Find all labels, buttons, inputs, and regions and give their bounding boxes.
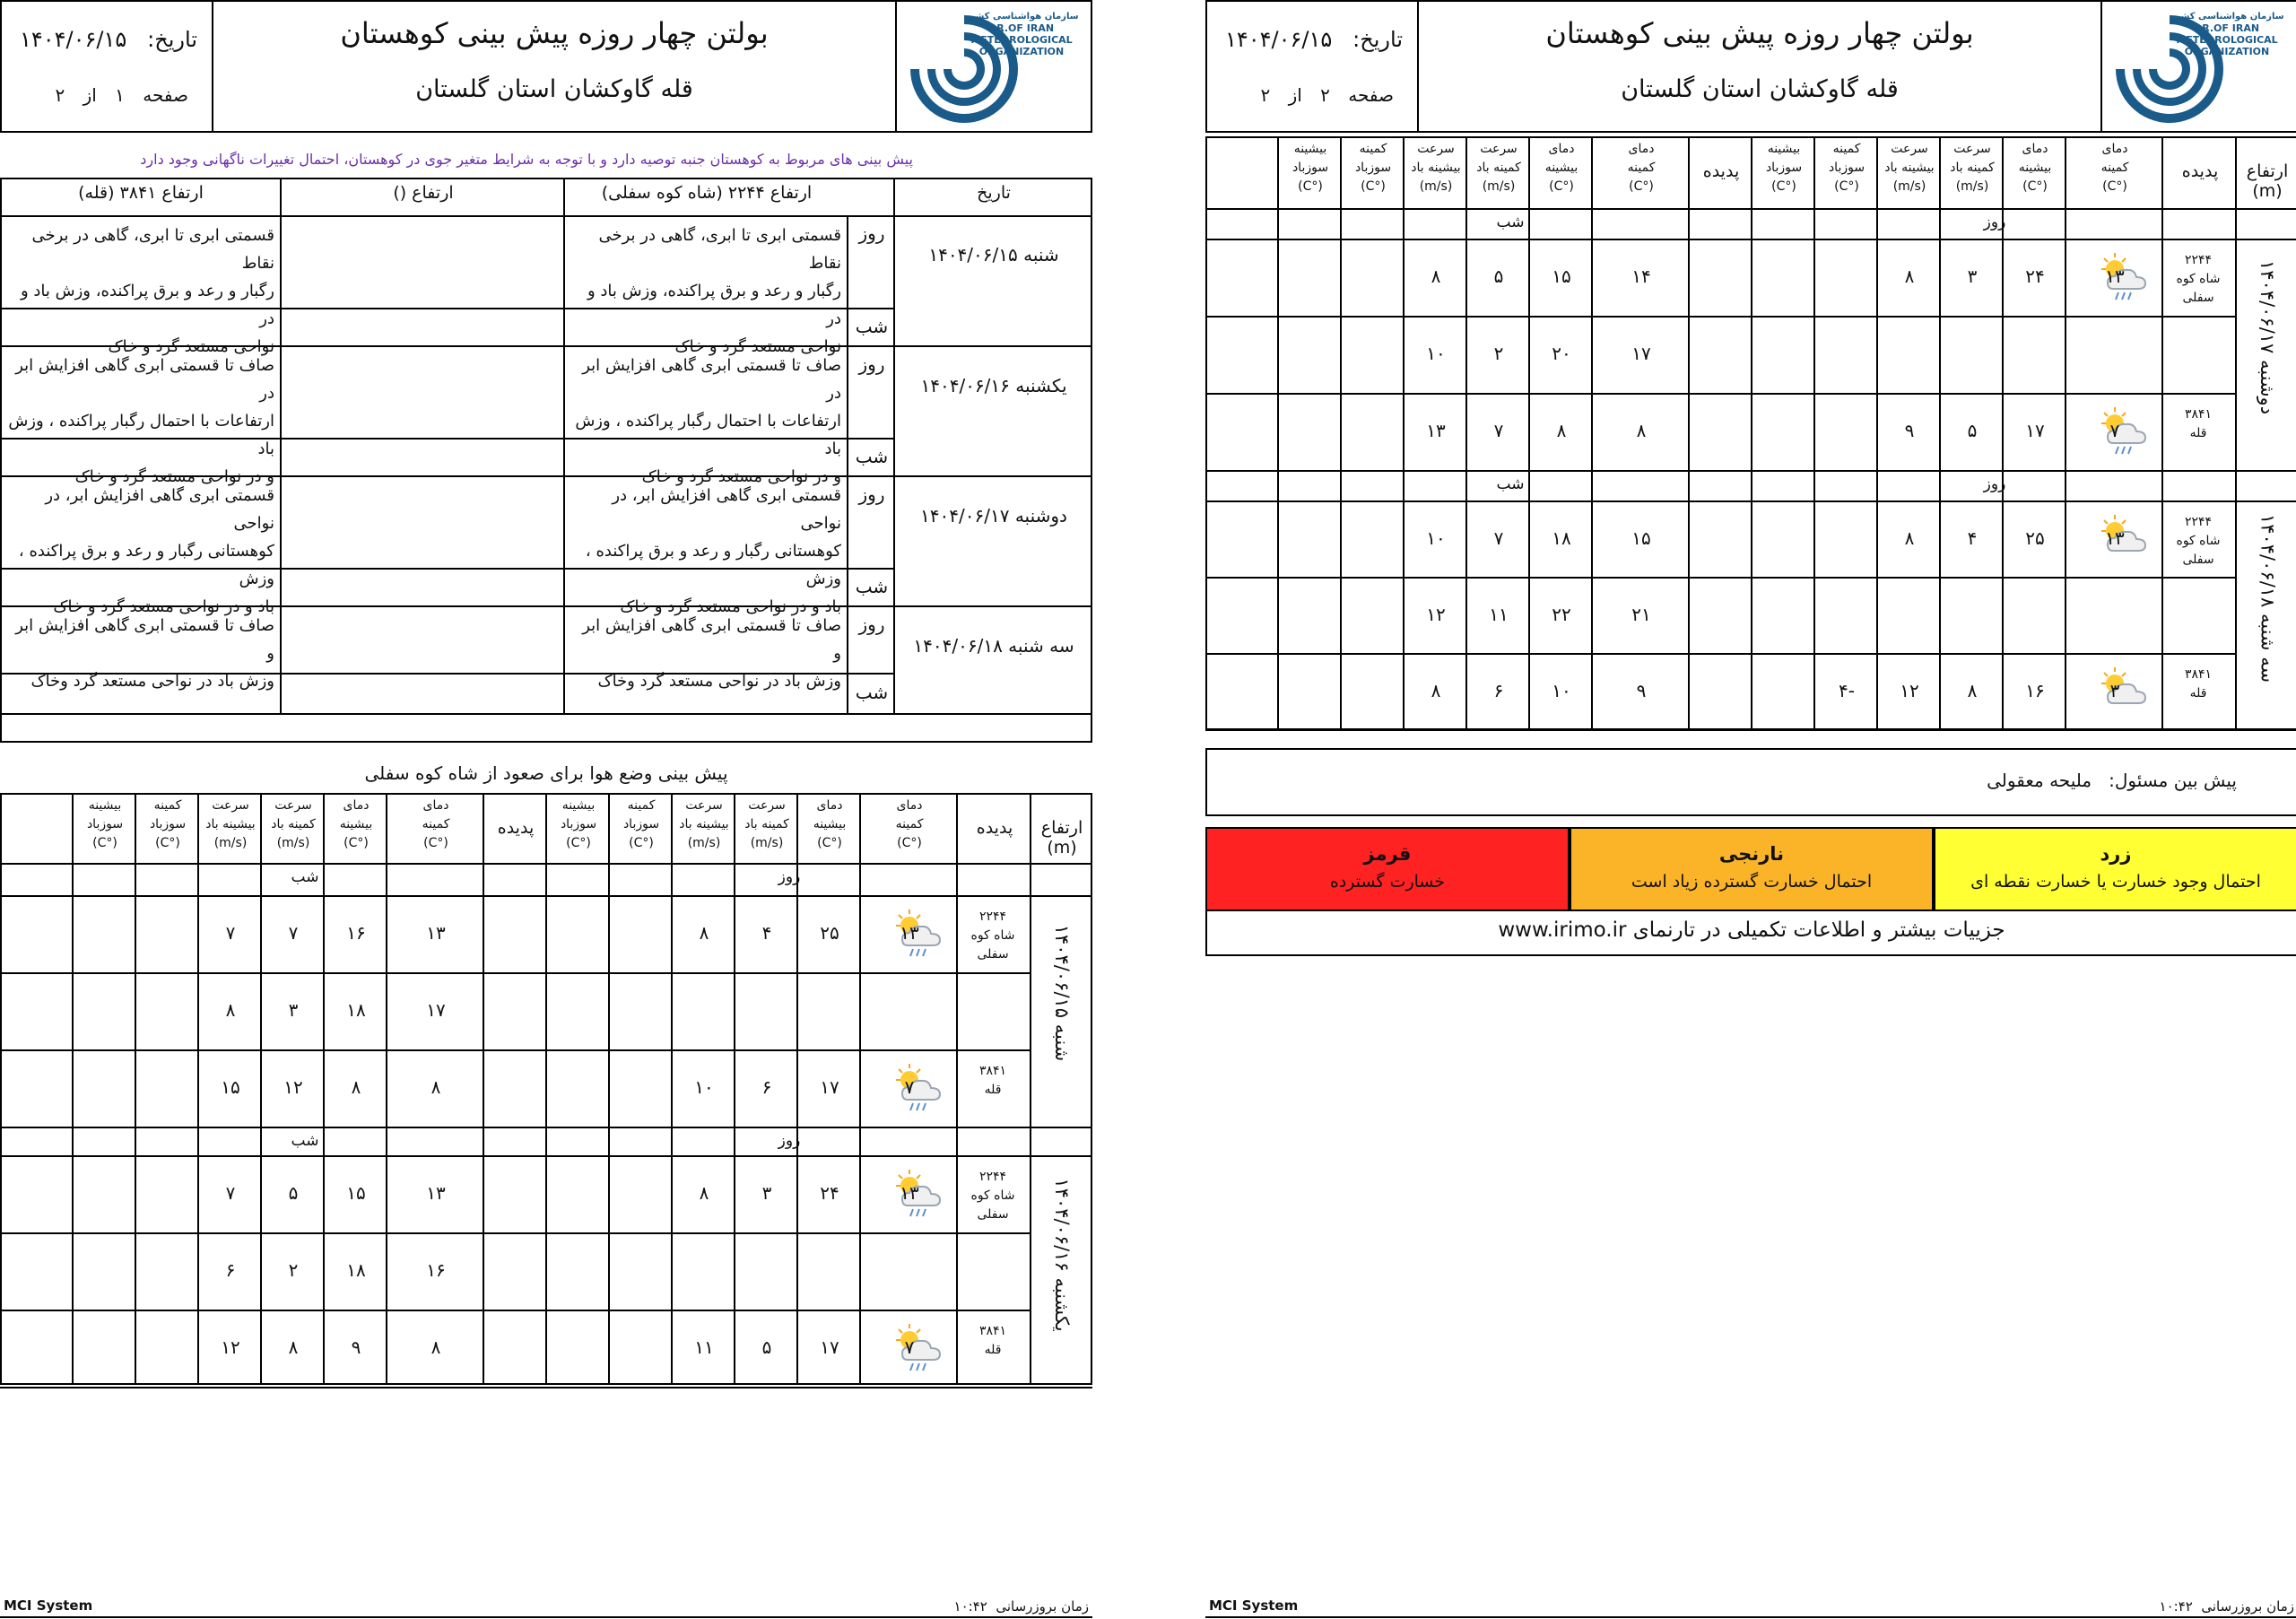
high-day-value: ۱۷ [2025, 420, 2045, 441]
mid-night-value: ۶ [225, 1259, 236, 1281]
mid-night-value: ۲۰ [1552, 343, 1571, 364]
warning-red: قرمز خسارت گسترده [1205, 827, 1570, 911]
of-word: از [1288, 84, 1302, 106]
detail-col-phen-night: پدیده [497, 818, 535, 838]
low-night-value: ۱۰ [1426, 527, 1446, 549]
page-header [0, 0, 1092, 133]
low-day-value: ۱۳ [900, 1182, 919, 1204]
high-day-value: ۵ [761, 1336, 772, 1358]
more-info-link[interactable]: جزییات بیشتر و اطلاعات تکمیلی در تارنمای www.irimo.ir [1498, 918, 2005, 942]
detail-col-tmin-night: دمای کمینه (°C) [422, 798, 450, 850]
detail-col-wmin: سرعت کمینه باد (m/s) [744, 798, 789, 850]
detail-col-fmax: بیشینه سوزباد (°C) [1765, 142, 1803, 194]
advisory-note: پیش بینی های مربوط به کوهستان جنبه توصیه دارد و با توجه به شرایط متغیر جوی در کوهستان، احتمال تغییرات ناگهانی وجود دارد [140, 151, 913, 168]
footer-system: MCI System [4, 1597, 93, 1614]
low-night-value: ۷ [1493, 527, 1504, 549]
mid-night-value: ۱۸ [346, 1259, 366, 1281]
logo-cell [2100, 2, 2296, 131]
page-title: بولتن چهار روزه پیش بینی کوهستان [340, 16, 769, 50]
night-band-label: شب [1496, 213, 1525, 231]
low-day-value: ۸ [1904, 265, 1915, 287]
footer-system: MCI System [1209, 1597, 1299, 1614]
summary-day-label: روز [858, 353, 885, 375]
high-day-value: ۵ [1967, 420, 1978, 441]
low-night-value: ۷ [225, 1182, 236, 1204]
low-day-value: ۲۴ [2025, 265, 2045, 287]
high-night-value: ۸ [430, 1076, 441, 1098]
low-day-value: ۲۵ [820, 922, 839, 944]
high-day-value: ۱۲ [1900, 679, 1919, 701]
detail-col-wmax-night: سرعت بیشینه باد (m/s) [205, 798, 256, 850]
detail-col-tmin: دمای کمینه (°C) [895, 798, 924, 850]
low-day-value: ۲۵ [2025, 527, 2045, 549]
high-day-value: ۱۶ [2025, 679, 2045, 701]
detail-col-fmin-night: کمینه سوزباد (°C) [1354, 142, 1392, 194]
high-night-value: ۸ [288, 1336, 299, 1358]
warning-yellow: زرد احتمال وجود خسارت یا خسارت نقطه ای [1934, 827, 2296, 911]
altitude-low: ۲۲۴۴ شاه کوه سفلی [2176, 253, 2221, 305]
page-header [1205, 0, 2296, 133]
mid-night-value: ۱۸ [346, 999, 366, 1021]
detail-col-phen-night: پدیده [1702, 161, 1740, 181]
page-subtitle: قله گاوکشان استان گلستان [415, 75, 693, 103]
detail-col-alt: ارتفاع (m) [1040, 818, 1083, 857]
detail-table-title: پیش بینی وضع هوا برای صعود از شاه کوه سفلی [364, 762, 728, 784]
total-pages: ۲ [1260, 84, 1271, 106]
low-night-value: ۱۵ [1552, 265, 1571, 287]
high-night-value: ۱۵ [221, 1076, 240, 1098]
summary-col-alt-low: ارتفاع ۲۲۴۴ (شاه کوه سفلی) [601, 183, 813, 203]
org-name-fa: سازمان هواشناسی کشور [2170, 12, 2284, 22]
page-subtitle: قله گاوکشان استان گلستان [1621, 75, 1899, 103]
summary-day-label: روز [858, 483, 885, 505]
footer-update-time: زمان بروزرسانی ۱۰:۴۲ [2159, 1598, 2294, 1615]
date-value: ۱۴۰۴/۰۶/۱۵ [19, 27, 127, 52]
high-night-value: ۹ [1636, 679, 1647, 701]
detail-col-tmax-night: دمای بیشینه (°C) [1544, 142, 1578, 194]
org-name-en-3: ORGANIZATION [978, 46, 1065, 57]
high-night-value: ۸ [351, 1076, 361, 1098]
high-night-value: ۸ [1556, 420, 1567, 441]
high-day-value: ۷ [904, 1076, 915, 1098]
forecaster-name: ملیحه معقولی [1987, 770, 2092, 791]
summary-date: یکشنبه ۱۴۰۴/۰۶/۱۶ [920, 375, 1067, 396]
altitude-high: ۳۸۴۱ قله [2184, 407, 2213, 440]
high-night-value: ۷ [1493, 420, 1504, 441]
summary-desc-low: صاف تا قسمتی ابری گاهی افزایش ابر و وزش باد در نواحی مستعد گرد وخاک [582, 616, 841, 691]
mid-night-value: ۱۶ [426, 1259, 446, 1281]
mid-night-value: ۸ [225, 999, 236, 1021]
detail-col-wmax: سرعت بیشینه باد (m/s) [1884, 142, 1935, 194]
page-word: صفحه [143, 84, 188, 106]
detail-col-phen: پدیده [2181, 161, 2219, 181]
high-day-value: ۷ [2109, 420, 2120, 441]
night-band-label: شب [291, 1132, 319, 1150]
altitude-high: ۳۸۴۱ قله [978, 1324, 1007, 1357]
altitude-low: ۲۲۴۴ شاه کوه سفلی [2176, 515, 2221, 567]
day-band-label: روز [778, 1132, 801, 1150]
date-box [2, 2, 213, 131]
summary-col-date: تاریخ [977, 183, 1011, 203]
high-day-value: ۷ [904, 1336, 915, 1358]
detail-col-fmax-night: بیشینه سوزباد (°C) [86, 798, 124, 850]
summary-night-label: شب [855, 316, 889, 337]
org-name-en-3: ORGANIZATION [2184, 46, 2270, 57]
low-day-value: ۸ [699, 922, 709, 944]
detail-col-wmin: سرعت کمینه باد (m/s) [1950, 142, 1995, 194]
detail-col-tmin-night: دمای کمینه (°C) [1627, 142, 1656, 194]
altitude-high: ۳۸۴۱ قله [2184, 667, 2213, 701]
summary-night-label: شب [855, 446, 889, 467]
mid-night-value: ۱۱ [1489, 603, 1509, 625]
detail-col-fmax: بیشینه سوزباد (°C) [560, 798, 597, 850]
org-name-en-2: METEOROLOGICAL [970, 34, 1073, 46]
mid-night-value: ۲ [288, 1259, 299, 1281]
day-band-label: روز [778, 868, 801, 886]
page-number: ۲ [1320, 84, 1330, 106]
bulletin-page-2 [1205, 0, 2296, 1619]
low-night-value: ۷ [225, 922, 236, 944]
detail-col-tmin: دمای کمینه (°C) [2100, 142, 2129, 194]
high-day-value: ۱۷ [820, 1076, 839, 1098]
summary-desc-high: قسمتی ابری گاهی افزایش ابر، در نواحی کوهستانی رگبار و رعد و برق پراکنده ، وزش باد و در نواحی مستعد گرد و خاک [18, 486, 274, 616]
date-line [20, 27, 197, 52]
low-day-value: ۴ [1967, 527, 1978, 549]
high-day-value: ۱۰ [694, 1076, 714, 1098]
bulletin-page-1 [0, 0, 1092, 1619]
detail-date-label: یکشنبه ۱۴۰۴/۰۶/۱۶ [1051, 1178, 1073, 1332]
page-word: صفحه [1348, 84, 1394, 106]
org-name [963, 11, 1080, 57]
low-day-value: ۱۳ [2105, 527, 2125, 549]
org-name [2169, 11, 2285, 57]
detail-col-wmin-night: سرعت کمینه باد (m/s) [1476, 142, 1521, 194]
mid-night-value: ۲۲ [1552, 603, 1571, 625]
low-day-value: ۴ [761, 922, 772, 944]
page-number-line [55, 84, 188, 106]
detail-col-phen: پدیده [976, 818, 1013, 838]
mid-night-value: ۲۱ [1631, 603, 1651, 625]
high-night-value: ۱۲ [283, 1076, 303, 1098]
low-night-value: ۱۳ [426, 922, 446, 944]
detail-col-tmax-night: دمای بیشینه (°C) [339, 798, 373, 850]
org-name-en-1: I.R.OF IRAN [2194, 22, 2260, 34]
page-number: ۱ [115, 84, 125, 106]
altitude-high: ۳۸۴۱ قله [978, 1064, 1007, 1097]
org-name-en-2: METEOROLOGICAL [2176, 34, 2278, 46]
high-night-value: ۸ [1636, 420, 1647, 441]
high-day-value: ۱۷ [820, 1336, 839, 1358]
of-word: از [83, 84, 97, 106]
detail-col-wmax-night: سرعت بیشینه باد (m/s) [1411, 142, 1461, 194]
page-number-line [1260, 84, 1394, 106]
low-day-value: ۲۴ [820, 1182, 839, 1204]
low-day-value: ۱۳ [900, 922, 919, 944]
date-line [1225, 27, 1403, 52]
low-night-value: ۱۴ [1631, 265, 1651, 287]
low-night-value: ۵ [288, 1182, 299, 1204]
low-night-value: ۱۳ [426, 1182, 446, 1204]
low-night-value: ۱۵ [346, 1182, 366, 1204]
low-night-value: ۷ [288, 922, 299, 944]
summary-desc-high: قسمتی ابری تا ابری، گاهی در برخی نقاط رگبار و رعد و برق پراکنده، وزش باد و در نواحی مستعد گرد و خاک [20, 226, 274, 356]
detail-date-label: سه شنبه ۱۴۰۴/۰۶/۱۸ [2257, 513, 2278, 683]
detail-date-label: شنبه ۱۴۰۴/۰۶/۱۵ [1051, 924, 1073, 1062]
logo-cell [895, 2, 1091, 131]
low-night-value: ۱۸ [1552, 527, 1571, 549]
low-day-value: ۸ [1904, 527, 1915, 549]
high-day-value: -۴ [1839, 679, 1855, 701]
low-night-value: ۱۶ [346, 922, 366, 944]
footer-update-time: زمان بروزرسانی ۱۰:۴۲ [953, 1598, 1089, 1615]
detail-col-fmin: کمینه سوزباد (°C) [1828, 142, 1866, 194]
mid-night-value: ۲ [1493, 343, 1504, 364]
mid-night-value: ۳ [288, 999, 299, 1021]
altitude-low: ۲۲۴۴ شاه کوه سفلی [970, 910, 1015, 962]
detail-col-wmax: سرعت بیشینه باد (m/s) [679, 798, 729, 850]
low-day-value: ۱۳ [2105, 265, 2125, 287]
forecaster-label: پیش بین مسئول: [2109, 770, 2237, 791]
night-band-label: شب [1496, 475, 1525, 493]
high-night-value: ۹ [351, 1336, 361, 1358]
high-night-value: ۱۰ [1552, 679, 1571, 701]
high-day-value: ۱۱ [694, 1336, 714, 1358]
summary-col-alt-high: ارتفاع ۳۸۴۱ (قله) [78, 183, 204, 203]
summary-desc-low: صاف تا قسمتی ابری گاهی افزایش ابر در ارتفاعات با احتمال رگبار پراکنده ، وزش باد و در نواحی مستعد گرد و خاک [575, 356, 841, 486]
day-band-label: روز [1983, 213, 2006, 231]
summary-desc-low: قسمتی ابری گاهی افزایش ابر، در نواحی کوهستانی رگبار و رعد و برق پراکنده ، وزش باد و در نواحی مستعد گرد و خاک [585, 486, 841, 616]
summary-date: سه شنبه ۱۴۰۴/۰۶/۱۸ [913, 635, 1074, 657]
summary-night-label: شب [855, 682, 889, 703]
summary-desc-low: قسمتی ابری تا ابری، گاهی در برخی نقاط رگبار و رعد و برق پراکنده، وزش باد و در نواحی مستعد گرد و خاک [587, 226, 841, 356]
low-day-value: ۸ [699, 1182, 709, 1204]
detail-col-alt: ارتفاع (m) [2246, 161, 2289, 201]
altitude-low: ۲۲۴۴ شاه کوه سفلی [970, 1170, 1015, 1222]
detail-col-tmax: دمای بیشینه (°C) [2018, 142, 2052, 194]
high-night-value: ۸ [430, 1336, 441, 1358]
low-night-value: ۵ [1493, 265, 1504, 287]
page-title: بولتن چهار روزه پیش بینی کوهستان [1545, 16, 1974, 50]
date-label: تاریخ: [1352, 27, 1403, 52]
detail-col-wmin-night: سرعت کمینه باد (m/s) [271, 798, 316, 850]
high-day-value: ۸ [1967, 679, 1978, 701]
org-name-fa: سازمان هواشناسی کشور [964, 12, 1079, 22]
detail-col-tmax: دمای بیشینه (°C) [813, 798, 847, 850]
date-label: تاریخ: [147, 27, 197, 52]
low-day-value: ۳ [1967, 265, 1978, 287]
summary-desc-high: صاف تا قسمتی ابری گاهی افزایش ابر و وزش باد در نواحی مستعد گرد وخاک [15, 616, 274, 691]
detail-col-fmin: کمینه سوزباد (°C) [622, 798, 660, 850]
day-band-label: روز [1983, 475, 2006, 493]
low-night-value: ۱۵ [1631, 527, 1651, 549]
high-night-value: ۱۳ [1426, 420, 1446, 441]
detail-col-fmax-night: بیشینه سوزباد (°C) [1292, 142, 1329, 194]
low-night-value: ۸ [1431, 265, 1441, 287]
summary-desc-high: صاف تا قسمتی ابری گاهی افزایش ابر در ارتفاعات با احتمال رگبار پراکنده ، وزش باد و در نواحی مستعد گرد و خاک [8, 356, 274, 486]
night-band-label: شب [291, 868, 319, 886]
total-pages: ۲ [55, 84, 65, 106]
date-box [1207, 2, 1419, 131]
warning-orange: نارنجی احتمال خسارت گسترده زیاد است [1570, 827, 1934, 911]
mid-night-value: ۱۷ [1631, 343, 1651, 364]
summary-date: شنبه ۱۴۰۴/۰۶/۱۵ [928, 244, 1059, 265]
date-value: ۱۴۰۴/۰۶/۱۵ [1224, 27, 1333, 52]
summary-night-label: شب [855, 576, 889, 597]
org-name-en-1: I.R.OF IRAN [988, 22, 1055, 34]
summary-col-alt-mid: ارتفاع () [393, 183, 454, 203]
mid-night-value: ۱۲ [1426, 603, 1446, 625]
low-day-value: ۳ [761, 1182, 772, 1204]
high-day-value: ۶ [761, 1076, 772, 1098]
mid-night-value: ۱۷ [426, 999, 446, 1021]
summary-day-label: روز [858, 222, 885, 244]
mid-night-value: ۱۰ [1426, 343, 1446, 364]
summary-day-label: روز [858, 614, 885, 635]
detail-date-label: دوشنبه ۱۴۰۴/۰۶/۱۷ [2257, 259, 2278, 415]
summary-date: دوشنبه ۱۴۰۴/۰۶/۱۷ [920, 505, 1067, 527]
high-night-value: ۶ [1493, 679, 1504, 701]
high-day-value: ۹ [1904, 420, 1915, 441]
detail-col-fmin-night: کمینه سوزباد (°C) [149, 798, 187, 850]
forecaster [1987, 770, 2237, 791]
high-day-value: ۳ [2109, 679, 2120, 701]
high-night-value: ۸ [1431, 679, 1441, 701]
high-night-value: ۱۲ [221, 1336, 240, 1358]
